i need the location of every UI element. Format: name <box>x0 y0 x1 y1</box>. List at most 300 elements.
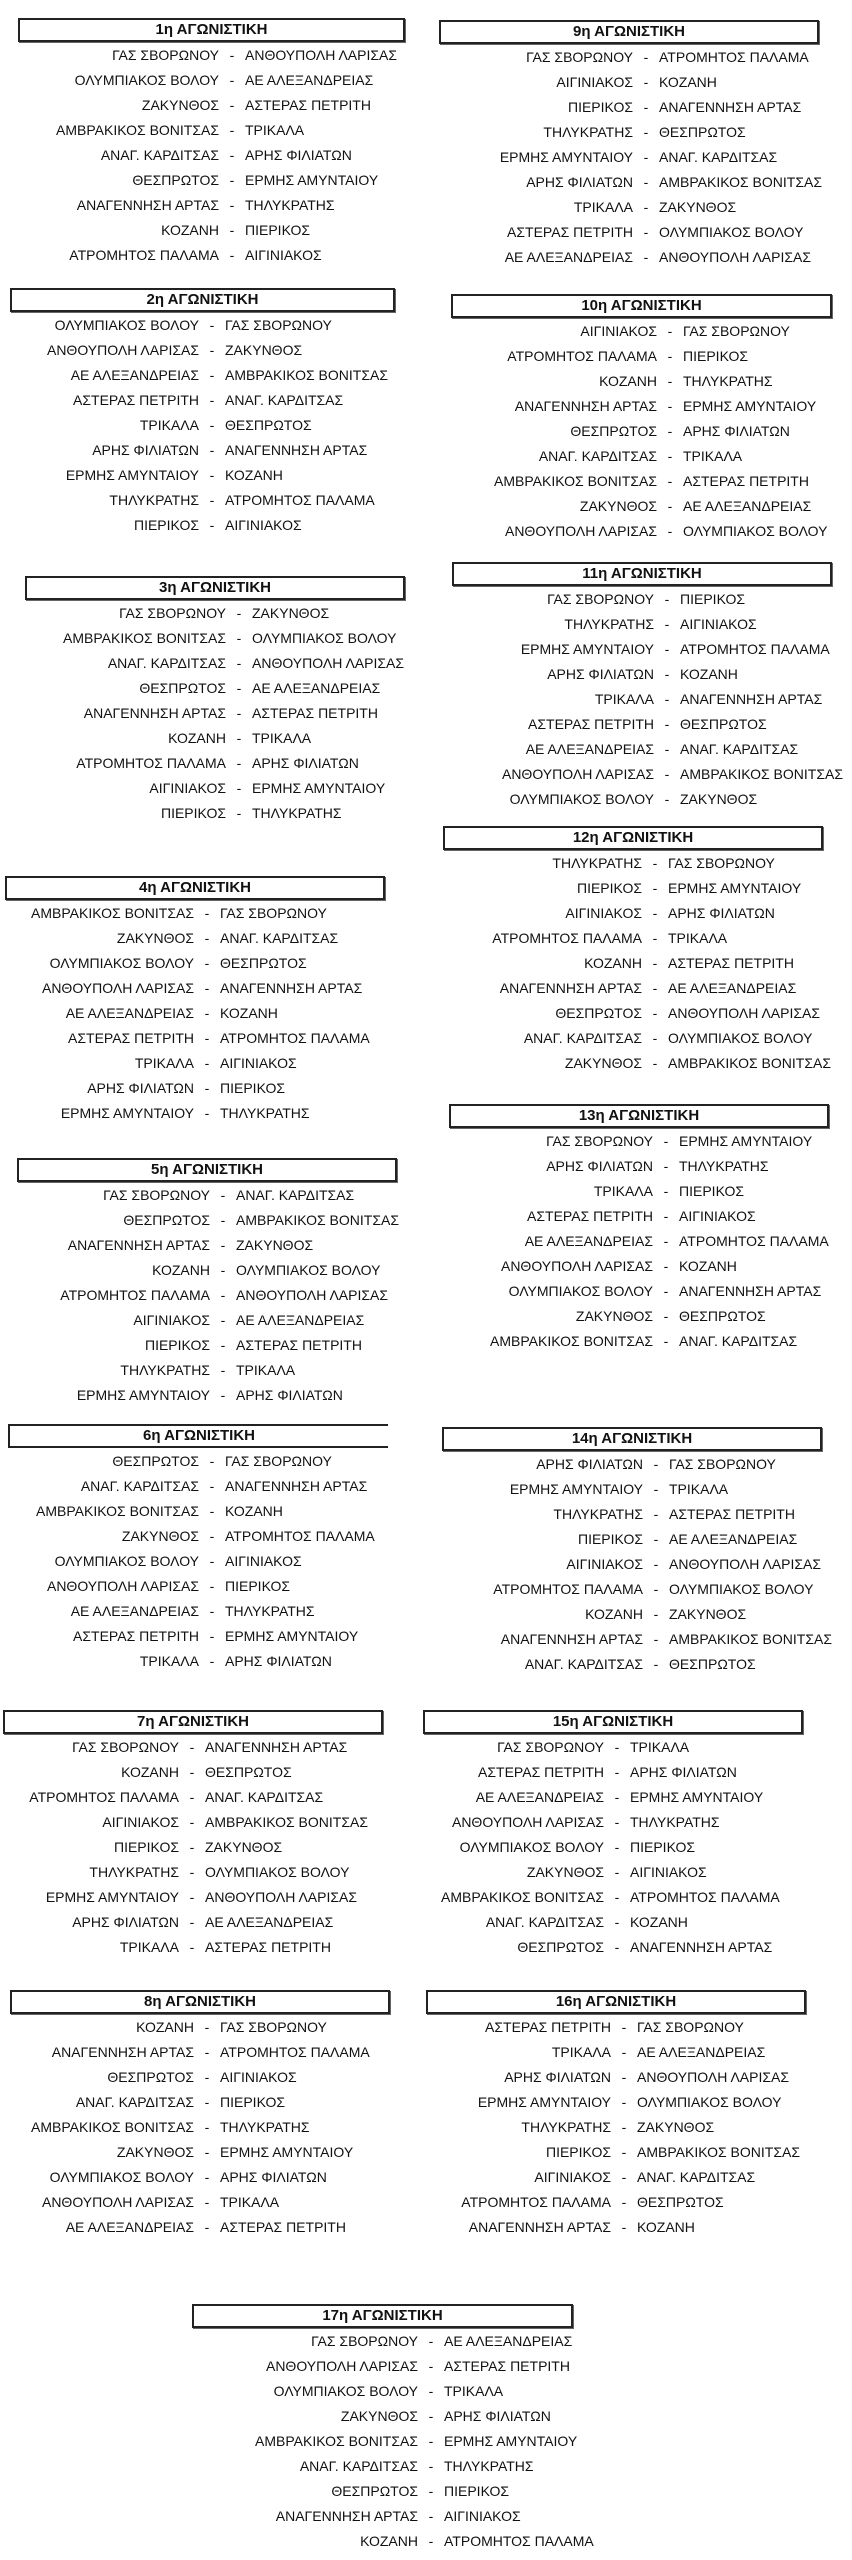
match-separator: - <box>209 1503 215 1519</box>
match-separator: - <box>236 655 242 671</box>
home-team: ΑΝΑΓΕΝΝΗΣΗ ΑΡΤΑΣ <box>51 2044 194 2060</box>
home-team: ΤΡΙΚΑΛΑ <box>139 417 199 433</box>
home-team: ΑΡΗΣ ΦΙΛΙΑΤΩΝ <box>72 1914 179 1930</box>
match-separator: - <box>204 1055 210 1071</box>
match-separator: - <box>653 1606 659 1622</box>
match-separator: - <box>236 755 242 771</box>
round-block <box>17 1158 397 1408</box>
fixture-row <box>25 701 405 726</box>
home-team: ΤΗΛΥΚΡΑΤΗΣ <box>521 2119 611 2135</box>
fixture-row <box>451 394 832 419</box>
away-team: ΚΟΖΑΝΗ <box>679 1258 737 1274</box>
fixture-row <box>192 2479 573 2504</box>
fixture-list <box>192 2329 594 2554</box>
match-separator: - <box>667 323 673 339</box>
round-block <box>451 294 832 544</box>
away-team: ΑΡΗΣ ΦΙΛΙΑΤΩΝ <box>444 2408 551 2424</box>
fixture-row <box>10 313 395 338</box>
match-separator: - <box>652 855 658 871</box>
home-team: ΑΙΓΙΝΙΑΚΟΣ <box>580 323 657 339</box>
match-separator: - <box>189 1889 195 1905</box>
match-separator: - <box>663 1158 669 1174</box>
match-separator: - <box>667 498 673 514</box>
home-team: ΑΝΑΓ. ΚΑΡΔΙΤΣΑΣ <box>80 1478 199 1494</box>
round-title: 15η ΑΓΩΝΙΣΤΙΚΗ <box>423 1710 803 1734</box>
match-separator: - <box>614 1789 620 1805</box>
away-team: ΑΝΑΓΕΝΝΗΣΗ ΑΡΤΑΣ <box>680 691 823 707</box>
away-team: ΑΝΑΓ. ΚΑΡΔΙΤΣΑΣ <box>205 1789 324 1805</box>
round-block <box>18 18 405 268</box>
fixture-row <box>442 1577 822 1602</box>
match-separator: - <box>204 2069 210 2085</box>
home-team: ΖΑΚΥΝΘΟΣ <box>526 1864 604 1880</box>
fixture-row <box>10 413 395 438</box>
fixture-row <box>426 2065 806 2090</box>
fixture-row <box>423 1785 803 1810</box>
match-separator: - <box>220 1237 226 1253</box>
away-team: ΑΝΑΓ. ΚΑΡΔΙΤΣΑΣ <box>659 149 778 165</box>
away-team: ΑΕ ΑΛΕΞΑΝΔΡΕΙΑΣ <box>637 2044 766 2060</box>
away-team: ΑΝΘΟΥΠΟΛΗ ΛΑΡΙΣΑΣ <box>252 655 405 671</box>
away-team: ΑΕ ΑΛΕΞΑΝΔΡΕΙΑΣ <box>252 680 381 696</box>
round-title: 4η ΑΓΩΝΙΣΤΙΚΗ <box>5 876 385 900</box>
away-team: ΤΗΛΥΚΡΑΤΗΣ <box>630 1814 720 1830</box>
home-team: ΚΟΖΑΝΗ <box>136 2019 194 2035</box>
away-team: ΟΛΥΜΠΙΑΚΟΣ ΒΟΛΟΥ <box>252 630 397 646</box>
away-team: ΕΡΜΗΣ ΑΜΥΝΤΑΙΟΥ <box>630 1789 764 1805</box>
match-separator: - <box>621 2119 627 2135</box>
away-team: ΤΡΙΚΑΛΑ <box>444 2383 504 2399</box>
home-team: ΓΑΣ ΣΒΟΡΩΝΟΥ <box>72 1739 179 1755</box>
match-separator: - <box>664 741 670 757</box>
away-team: ΕΡΜΗΣ ΑΜΥΝΤΑΙΟΥ <box>679 1133 813 1149</box>
away-team: ΕΡΜΗΣ ΑΜΥΝΤΑΙΟΥ <box>668 880 802 896</box>
fixture-row <box>449 1204 829 1229</box>
fixture-row <box>426 2140 806 2165</box>
away-team: ΘΕΣΠΡΩΤΟΣ <box>659 124 746 140</box>
home-team: ΑΝΑΓ. ΚΑΡΔΙΤΣΑΣ <box>100 147 219 163</box>
home-team: ΑΙΓΙΝΙΑΚΟΣ <box>133 1312 210 1328</box>
fixture-list <box>449 1129 829 1354</box>
home-team: ΑΡΗΣ ΦΙΛΙΑΤΩΝ <box>504 2069 611 2085</box>
away-team: ΑΜΒΡΑΚΙΚΟΣ ΒΟΝΙΤΣΑΣ <box>205 1814 368 1830</box>
away-team: ΟΛΥΜΠΙΑΚΟΣ ΒΟΛΟΥ <box>659 224 804 240</box>
match-separator: - <box>209 1578 215 1594</box>
match-separator: - <box>667 523 673 539</box>
home-team: ΑΜΒΡΑΚΙΚΟΣ ΒΟΝΙΤΣΑΣ <box>441 1889 604 1905</box>
round-title: 16η ΑΓΩΝΙΣΤΙΚΗ <box>426 1990 806 2014</box>
fixture-row <box>3 1910 383 1935</box>
away-team: ΤΗΛΥΚΡΑΤΗΣ <box>220 2119 310 2135</box>
fixture-row <box>10 2165 390 2190</box>
away-team: ΑΝΑΓ. ΚΑΡΔΙΤΣΑΣ <box>679 1333 798 1349</box>
match-separator: - <box>428 2383 434 2399</box>
home-team: ΓΑΣ ΣΒΟΡΩΝΟΥ <box>119 605 226 621</box>
match-separator: - <box>664 691 670 707</box>
home-team: ΠΙΕΡΙΚΟΣ <box>160 805 226 821</box>
fixture-row <box>443 951 823 976</box>
fixture-row <box>442 1652 822 1677</box>
match-separator: - <box>667 373 673 389</box>
fixture-row <box>443 1026 823 1051</box>
match-separator: - <box>663 1283 669 1299</box>
fixture-row <box>3 1935 383 1960</box>
home-team: ΖΑΚΥΝΘΟΣ <box>121 1528 199 1544</box>
match-separator: - <box>189 1839 195 1855</box>
match-separator: - <box>204 1080 210 1096</box>
round-block <box>5 876 385 1126</box>
fixture-row <box>449 1279 829 1304</box>
home-team: ΑΝΑΓΕΝΝΗΣΗ ΑΡΤΑΣ <box>275 2508 418 2524</box>
home-team: ΑΙΓΙΝΙΑΚΟΣ <box>565 905 642 921</box>
away-team: ΑΙΓΙΝΙΑΚΟΣ <box>225 517 302 533</box>
away-team: ΑΤΡΟΜΗΤΟΣ ΠΑΛΑΜΑ <box>225 1528 375 1544</box>
fixture-row <box>8 1474 388 1499</box>
away-team: ΑΡΗΣ ΦΙΛΙΑΤΩΝ <box>683 423 790 439</box>
match-separator: - <box>621 2169 627 2185</box>
fixture-row <box>451 419 832 444</box>
fixture-list <box>451 319 832 544</box>
match-separator: - <box>189 1939 195 1955</box>
match-separator: - <box>664 616 670 632</box>
match-separator: - <box>614 1814 620 1830</box>
home-team: ΑΣΤΕΡΑΣ ΠΕΤΡΙΤΗ <box>68 1030 194 1046</box>
fixture-row <box>452 737 832 762</box>
home-team: ΑΕ ΑΛΕΞΑΝΔΡΕΙΑΣ <box>65 2219 194 2235</box>
match-separator: - <box>236 780 242 796</box>
away-team: ΕΡΜΗΣ ΑΜΥΝΤΑΙΟΥ <box>252 780 386 796</box>
home-team: ΠΙΕΡΙΚΟΣ <box>113 1839 179 1855</box>
home-team: ΤΡΙΚΑΛΑ <box>139 1653 199 1669</box>
match-separator: - <box>621 2144 627 2160</box>
fixture-row <box>17 1208 397 1233</box>
home-team: ΑΝΑΓΕΝΝΗΣΗ ΑΡΤΑΣ <box>499 980 642 996</box>
fixture-row <box>25 626 405 651</box>
away-team: ΑΣΤΕΡΑΣ ΠΕΤΡΙΤΗ <box>252 705 378 721</box>
fixture-row <box>423 1885 803 1910</box>
match-separator: - <box>653 1481 659 1497</box>
match-separator: - <box>204 1030 210 1046</box>
fixture-row <box>5 1026 385 1051</box>
fixture-row <box>439 120 819 145</box>
away-team: ΑΤΡΟΜΗΤΟΣ ΠΑΛΑΜΑ <box>630 1889 780 1905</box>
fixture-row <box>10 2190 390 2215</box>
match-separator: - <box>643 224 649 240</box>
fixture-row <box>449 1179 829 1204</box>
away-team: ΚΟΖΑΝΗ <box>225 467 283 483</box>
fixture-row <box>10 2015 390 2040</box>
match-separator: - <box>204 930 210 946</box>
home-team: ΑΝΘΟΥΠΟΛΗ ΛΑΡΙΣΑΣ <box>41 2194 194 2210</box>
match-separator: - <box>229 197 235 213</box>
fixture-row <box>3 1835 383 1860</box>
home-team: ΤΗΛΥΚΡΑΤΗΣ <box>109 492 199 508</box>
match-separator: - <box>209 392 215 408</box>
fixture-list <box>423 1735 803 1960</box>
away-team: ΑΙΓΙΝΙΑΚΟΣ <box>245 247 322 263</box>
round-block <box>449 1104 829 1354</box>
fixture-row <box>5 926 385 951</box>
match-separator: - <box>236 630 242 646</box>
home-team: ΑΙΓΙΝΙΑΚΟΣ <box>556 74 633 90</box>
fixture-list <box>10 2015 390 2240</box>
away-team: ΠΙΕΡΙΚΟΣ <box>630 1839 696 1855</box>
home-team: ΑΤΡΟΜΗΤΟΣ ΠΑΛΑΜΑ <box>493 1581 643 1597</box>
fixture-row <box>5 1076 385 1101</box>
home-team: ΕΡΜΗΣ ΑΜΥΝΤΑΙΟΥ <box>76 1387 210 1403</box>
round-block <box>442 1427 832 1677</box>
match-separator: - <box>667 473 673 489</box>
round-block <box>3 1710 383 1960</box>
away-team: ΕΡΜΗΣ ΑΜΥΝΤΑΙΟΥ <box>225 1628 359 1644</box>
fixture-row <box>442 1477 822 1502</box>
home-team: ΓΑΣ ΣΒΟΡΩΝΟΥ <box>497 1739 604 1755</box>
home-team: ΓΑΣ ΣΒΟΡΩΝΟΥ <box>547 591 654 607</box>
home-team: ΑΝΘΟΥΠΟΛΗ ΛΑΡΙΣΑΣ <box>265 2358 418 2374</box>
fixture-row <box>17 1183 397 1208</box>
away-team: ΑΣΤΕΡΑΣ ΠΕΤΡΙΤΗ <box>669 1506 795 1522</box>
fixture-row <box>443 926 823 951</box>
fixture-row <box>10 513 395 538</box>
fixture-row <box>192 2379 573 2404</box>
away-team: ΓΑΣ ΣΒΟΡΩΝΟΥ <box>637 2019 744 2035</box>
match-separator: - <box>229 47 235 63</box>
fixture-row <box>3 1885 383 1910</box>
round-block <box>443 826 831 1076</box>
home-team: ΘΕΣΠΡΩΤΟΣ <box>139 680 226 696</box>
away-team: ΑΜΒΡΑΚΙΚΟΣ ΒΟΝΙΤΣΑΣ <box>236 1212 399 1228</box>
fixture-row <box>449 1229 829 1254</box>
match-separator: - <box>220 1337 226 1353</box>
home-team: ΤΡΙΚΑΛΑ <box>119 1939 179 1955</box>
match-separator: - <box>653 1531 659 1547</box>
away-team: ΠΙΕΡΙΚΟΣ <box>220 1080 286 1096</box>
match-separator: - <box>652 1055 658 1071</box>
fixture-row <box>18 93 405 118</box>
home-team: ΑΣΤΕΡΑΣ ΠΕΤΡΙΤΗ <box>73 1628 199 1644</box>
away-team: ΑΤΡΟΜΗΤΟΣ ΠΑΛΑΜΑ <box>679 1233 829 1249</box>
away-team: ΤΡΙΚΑΛΑ <box>630 1739 690 1755</box>
away-team: ΚΟΖΑΝΗ <box>220 1005 278 1021</box>
match-separator: - <box>621 2219 627 2235</box>
match-separator: - <box>229 97 235 113</box>
match-separator: - <box>663 1183 669 1199</box>
away-team: ΖΑΚΥΝΘΟΣ <box>680 791 758 807</box>
fixture-row <box>442 1602 822 1627</box>
match-separator: - <box>667 398 673 414</box>
home-team: ΑΝΑΓΕΝΝΗΣΗ ΑΡΤΑΣ <box>468 2219 611 2235</box>
fixture-row <box>25 601 405 626</box>
home-team: ΘΕΣΠΡΩΤΟΣ <box>555 1005 642 1021</box>
away-team: ΤΡΙΚΑΛΑ <box>220 2194 280 2210</box>
home-team: ΓΑΣ ΣΒΟΡΩΝΟΥ <box>546 1133 653 1149</box>
round-title: 17η ΑΓΩΝΙΣΤΙΚΗ <box>192 2304 573 2328</box>
away-team: ΠΙΕΡΙΚΟΣ <box>225 1578 291 1594</box>
away-team: ΟΛΥΜΠΙΑΚΟΣ ΒΟΛΟΥ <box>683 523 828 539</box>
fixture-row <box>8 1624 388 1649</box>
match-separator: - <box>209 467 215 483</box>
away-team: ΚΟΖΑΝΗ <box>637 2219 695 2235</box>
home-team: ΟΛΥΜΠΙΑΚΟΣ ΒΟΛΟΥ <box>49 2169 194 2185</box>
fixture-row <box>451 319 832 344</box>
home-team: ΑΡΗΣ ΦΙΛΙΑΤΩΝ <box>526 174 633 190</box>
fixture-row <box>451 519 832 544</box>
fixture-row <box>8 1449 388 1474</box>
home-team: ΤΗΛΥΚΡΑΤΗΣ <box>120 1362 210 1378</box>
fixture-row <box>443 1051 831 1076</box>
fixture-row <box>8 1524 388 1549</box>
round-title: 7η ΑΓΩΝΙΣΤΙΚΗ <box>3 1710 383 1734</box>
match-separator: - <box>209 442 215 458</box>
fixture-row <box>18 143 405 168</box>
away-team: ΑΙΓΙΝΙΑΚΟΣ <box>680 616 757 632</box>
away-team: ΑΤΡΟΜΗΤΟΣ ΠΑΛΑΜΑ <box>220 2044 370 2060</box>
fixture-row <box>18 68 405 93</box>
fixture-row <box>443 1001 823 1026</box>
fixture-row <box>451 344 832 369</box>
fixture-row <box>3 1760 383 1785</box>
match-separator: - <box>189 1814 195 1830</box>
home-team: ΑΜΒΡΑΚΙΚΟΣ ΒΟΝΙΤΣΑΣ <box>490 1333 653 1349</box>
match-separator: - <box>229 147 235 163</box>
fixture-row <box>423 1935 803 1960</box>
away-team: ΖΑΚΥΝΘΟΣ <box>205 1839 283 1855</box>
away-team: ΚΟΖΑΝΗ <box>630 1914 688 1930</box>
round-title: 10η ΑΓΩΝΙΣΤΙΚΗ <box>451 294 832 318</box>
match-separator: - <box>204 1005 210 1021</box>
away-team: ΑΣΤΕΡΑΣ ΠΕΤΡΙΤΗ <box>220 2219 346 2235</box>
fixture-row <box>451 444 832 469</box>
home-team: ΕΡΜΗΣ ΑΜΥΝΤΑΙΟΥ <box>499 149 633 165</box>
away-team: ΑΕ ΑΛΕΞΑΝΔΡΕΙΑΣ <box>444 2333 573 2349</box>
match-separator: - <box>643 99 649 115</box>
round-title: 11η ΑΓΩΝΙΣΤΙΚΗ <box>452 562 832 586</box>
home-team: ΓΑΣ ΣΒΟΡΩΝΟΥ <box>311 2333 418 2349</box>
away-team: ΑΝΘΟΥΠΟΛΗ ΛΑΡΙΣΑΣ <box>236 1287 389 1303</box>
fixture-row <box>426 2190 806 2215</box>
match-separator: - <box>204 2019 210 2035</box>
match-separator: - <box>229 222 235 238</box>
fixture-row <box>192 2529 594 2554</box>
home-team: ΑΣΤΕΡΑΣ ΠΕΤΡΙΤΗ <box>478 1764 604 1780</box>
fixture-row <box>10 2215 390 2240</box>
away-team: ΑΙΓΙΝΙΑΚΟΣ <box>220 1055 297 1071</box>
away-team: ΓΑΣ ΣΒΟΡΩΝΟΥ <box>225 1453 332 1469</box>
fixture-row <box>18 243 405 268</box>
match-separator: - <box>229 247 235 263</box>
away-team: ΠΙΕΡΙΚΟΣ <box>679 1183 745 1199</box>
away-team: ΑΕ ΑΛΕΞΑΝΔΡΕΙΑΣ <box>669 1531 798 1547</box>
away-team: ΘΕΣΠΡΩΤΟΣ <box>669 1656 756 1672</box>
home-team: ΑΜΒΡΑΚΙΚΟΣ ΒΟΝΙΤΣΑΣ <box>36 1503 199 1519</box>
round-block <box>426 1990 806 2240</box>
match-separator: - <box>653 1581 659 1597</box>
match-separator: - <box>209 367 215 383</box>
fixture-row <box>10 338 395 363</box>
away-team: ΑΜΒΡΑΚΙΚΟΣ ΒΟΝΙΤΣΑΣ <box>669 1631 832 1647</box>
home-team: ΟΛΥΜΠΙΑΚΟΣ ΒΟΛΟΥ <box>54 317 199 333</box>
home-team: ΑΕ ΑΛΕΞΑΝΔΡΕΙΑΣ <box>525 741 654 757</box>
fixture-row <box>442 1502 822 1527</box>
away-team: ΑΝΑΓ. ΚΑΡΔΙΤΣΑΣ <box>637 2169 756 2185</box>
home-team: ΑΕ ΑΛΕΞΑΝΔΡΕΙΑΣ <box>70 1603 199 1619</box>
round-block <box>452 562 843 812</box>
fixture-row <box>17 1308 397 1333</box>
home-team: ΑΤΡΟΜΗΤΟΣ ΠΑΛΑΜΑ <box>60 1287 210 1303</box>
home-team: ΕΡΜΗΣ ΑΜΥΝΤΑΙΟΥ <box>60 1105 194 1121</box>
home-team: ΟΛΥΜΠΙΑΚΟΣ ΒΟΛΟΥ <box>273 2383 418 2399</box>
fixture-row <box>439 95 819 120</box>
home-team: ΑΤΡΟΜΗΤΟΣ ΠΑΛΑΜΑ <box>76 755 226 771</box>
away-team: ΑΜΒΡΑΚΙΚΟΣ ΒΟΝΙΤΣΑΣ <box>659 174 822 190</box>
away-team: ΤΡΙΚΑΛΑ <box>668 930 728 946</box>
home-team: ΑΙΓΙΝΙΑΚΟΣ <box>149 780 226 796</box>
fixture-list <box>443 851 831 1076</box>
fixture-list <box>25 601 405 826</box>
home-team: ΖΑΚΥΝΘΟΣ <box>116 930 194 946</box>
match-separator: - <box>209 1478 215 1494</box>
round-title: 1η ΑΓΩΝΙΣΤΙΚΗ <box>18 18 405 42</box>
home-team: ΑΜΒΡΑΚΙΚΟΣ ΒΟΝΙΤΣΑΣ <box>31 905 194 921</box>
away-team: ΑΡΗΣ ΦΙΛΙΑΤΩΝ <box>245 147 352 163</box>
match-separator: - <box>204 2094 210 2110</box>
match-separator: - <box>189 1764 195 1780</box>
fixture-row <box>426 2015 806 2040</box>
home-team: ΤΡΙΚΑΛΑ <box>573 199 633 215</box>
away-team: ΟΛΥΜΠΙΑΚΟΣ ΒΟΛΟΥ <box>668 1030 813 1046</box>
fixture-list <box>442 1452 832 1677</box>
away-team: ΕΡΜΗΣ ΑΜΥΝΤΑΙΟΥ <box>444 2433 578 2449</box>
away-team: ΚΟΖΑΝΗ <box>225 1503 283 1519</box>
home-team: ΟΛΥΜΠΙΑΚΟΣ ΒΟΛΟΥ <box>459 1839 604 1855</box>
match-separator: - <box>614 1889 620 1905</box>
away-team: ΠΙΕΡΙΚΟΣ <box>680 591 746 607</box>
away-team: ΘΕΣΠΡΩΤΟΣ <box>220 955 307 971</box>
match-separator: - <box>653 1456 659 1472</box>
match-separator: - <box>204 2219 210 2235</box>
fixture-row <box>18 118 405 143</box>
away-team: ΑΝΑΓΕΝΝΗΣΗ ΑΡΤΑΣ <box>679 1283 822 1299</box>
fixture-row <box>5 1001 385 1026</box>
fixture-list <box>5 901 385 1126</box>
away-team: ΘΕΣΠΡΩΤΟΣ <box>680 716 767 732</box>
fixture-row <box>10 2040 390 2065</box>
home-team: ΑΜΒΡΑΚΙΚΟΣ ΒΟΝΙΤΣΑΣ <box>63 630 226 646</box>
home-team: ΘΕΣΠΡΩΤΟΣ <box>132 172 219 188</box>
fixture-list <box>439 45 822 270</box>
fixture-row <box>18 193 405 218</box>
match-separator: - <box>652 980 658 996</box>
fixture-row <box>426 2215 806 2240</box>
home-team: ΤΡΙΚΑΛΑ <box>594 691 654 707</box>
match-separator: - <box>653 1656 659 1672</box>
fixture-row <box>442 1527 822 1552</box>
home-team: ΠΙΕΡΙΚΟΣ <box>576 880 642 896</box>
home-team: ΟΛΥΜΠΙΑΚΟΣ ΒΟΛΟΥ <box>49 955 194 971</box>
away-team: ΑΝΑΓΕΝΝΗΣΗ ΑΡΤΑΣ <box>225 1478 368 1494</box>
fixture-row <box>439 45 819 70</box>
match-separator: - <box>621 2094 627 2110</box>
match-separator: - <box>204 980 210 996</box>
home-team: ΑΝΑΓ. ΚΑΡΔΙΤΣΑΣ <box>485 1914 604 1930</box>
home-team: ΑΕ ΑΛΕΞΑΝΔΡΕΙΑΣ <box>65 1005 194 1021</box>
match-separator: - <box>189 1789 195 1805</box>
match-separator: - <box>664 716 670 732</box>
away-team: ΟΛΥΜΠΙΑΚΟΣ ΒΟΛΟΥ <box>637 2094 782 2110</box>
round-block <box>10 1990 390 2240</box>
home-team: ΑΝΑΓ. ΚΑΡΔΙΤΣΑΣ <box>523 1030 642 1046</box>
fixture-list <box>8 1449 388 1674</box>
